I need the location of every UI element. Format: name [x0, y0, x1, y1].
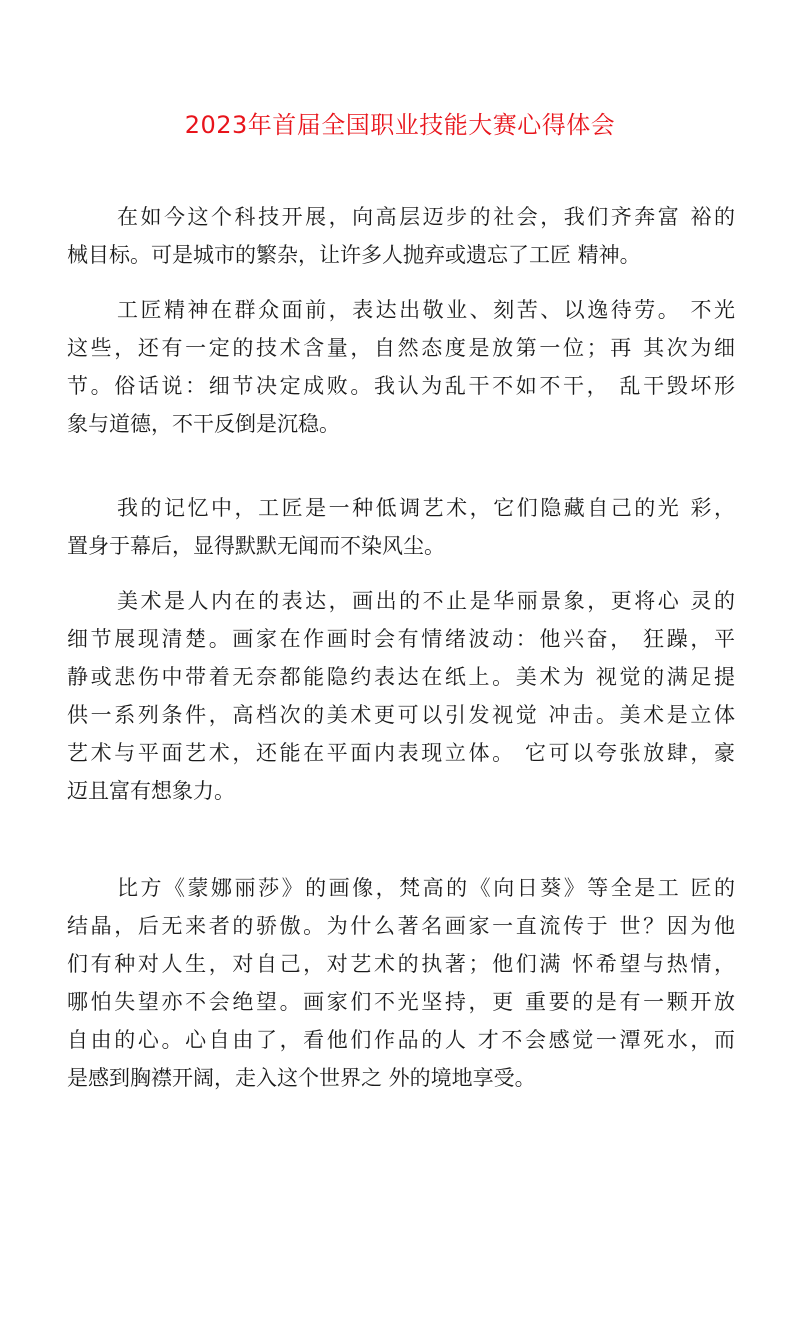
paragraph-line: 艺术与平面艺术，还能在平面内表现立体。 它可以夸张放肆，豪	[67, 741, 735, 765]
document-title: 2023年首届全国职业技能大赛心得体会	[184, 111, 616, 139]
paragraph-line: 我的记忆中，工匠是一种低调艺术，它们隐藏自己的光 彩，	[117, 496, 735, 520]
paragraph-line: 是感到胸襟开阔，走入这个世界之 外的境地享受。	[67, 1066, 536, 1090]
paragraph-line: 械目标。可是城市的繁杂，让许多人抛弃或遗忘了工匠 精神。	[67, 243, 641, 267]
paragraph-line: 细节展现清楚。画家在作画时会有情绪波动：他兴奋， 狂躁，平	[67, 627, 735, 651]
paragraph-4	[67, 582, 735, 810]
paragraph-line: 们有种对人生，对自己，对艺术的执著；他们满 怀希望与热情，	[67, 952, 735, 976]
paragraph-line: 美术是人内在的表达，画出的不止是华丽景象，更将心 灵的	[117, 589, 735, 613]
paragraph-line: 置身于幕后，显得默默无闻而不染风尘。	[67, 534, 445, 558]
paragraph-line: 供一系列条件，高档次的美术更可以引发视觉 冲击。美术是立体	[67, 703, 735, 727]
paragraph-line: 自由的心。心自由了，看他们作品的人 才不会感觉一潭死水，而	[67, 1028, 735, 1052]
paragraph-3	[67, 489, 735, 565]
paragraph-line: 迈且富有想象力。	[67, 779, 235, 803]
paragraph-line: 在如今这个科技开展，向高层迈步的社会，我们齐奔富 裕的	[117, 205, 735, 229]
paragraph-line: 这些，还有一定的技术含量，自然态度是放第一位；再 其次为细	[67, 336, 735, 360]
paragraph-line: 工匠精神在群众面前，表达出敬业、刻苦、以逸待劳。 不光	[117, 298, 735, 322]
paragraph-1	[67, 198, 735, 274]
paragraph-line: 哪怕失望亦不会绝望。画家们不光坚持，更 重要的是有一颗开放	[67, 990, 735, 1014]
paragraph-5	[67, 869, 735, 1097]
paragraph-2	[67, 291, 735, 443]
paragraph-line: 静或悲伤中带着无奈都能隐约表达在纸上。美术为 视觉的满足提	[67, 665, 735, 689]
paragraph-line: 比方《蒙娜丽莎》的画像，梵高的《向日葵》等全是工 匠的	[117, 876, 735, 900]
paragraph-line: 结晶，后无来者的骄傲。为什么著名画家一直流传于 世？因为他	[67, 914, 735, 938]
paragraph-line: 象与道德，不干反倒是沉稳。	[67, 412, 340, 436]
paragraph-line: 节。俗话说：细节决定成败。我认为乱干不如不干， 乱干毁坏形	[67, 374, 735, 398]
